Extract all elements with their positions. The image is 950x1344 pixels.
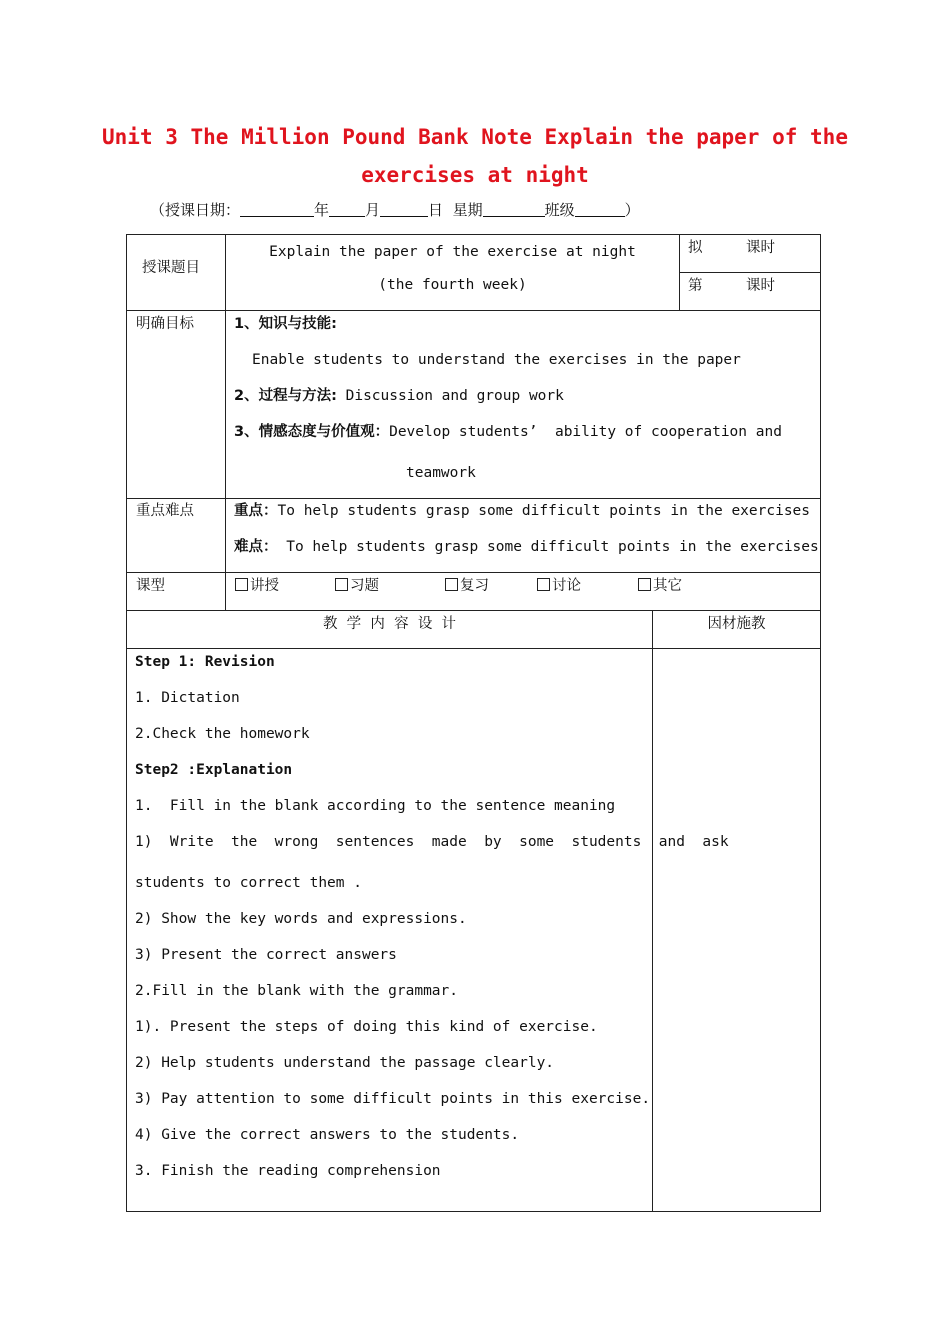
- design-line: 1). Present the steps of doing this kind of exercise.: [135, 1019, 598, 1035]
- date-close: ）: [624, 201, 640, 219]
- keypoints-label: 重点难点: [136, 503, 194, 519]
- design-line: 3) Pay attention to some difficult points in this exercise.: [135, 1091, 651, 1107]
- design-header-right: 因材施教: [707, 616, 766, 632]
- checkbox-icon[interactable]: [537, 578, 550, 591]
- date-month-label: 月: [365, 201, 381, 219]
- key-point-text: To help students grasp some difficult points in the exercises: [277, 503, 811, 519]
- design-header-left: 教 学 内 容 设 计: [322, 616, 457, 632]
- date-month-blank: [329, 202, 365, 217]
- key-point-heading: 重点：: [234, 503, 278, 519]
- lesson-type-option-exercise[interactable]: [335, 576, 379, 596]
- date-year-blank: [240, 202, 314, 217]
- design-line: 2.Check the homework: [135, 726, 310, 742]
- lesson-type-option-label: 复习: [460, 578, 489, 594]
- date-year-label: 年: [314, 201, 330, 219]
- date-class-label: 班级: [544, 201, 575, 219]
- lesson-type-option-discussion[interactable]: [537, 576, 581, 596]
- lesson-type-option-label: 讲授: [250, 578, 279, 594]
- lesson-type-option-lecture[interactable]: [235, 576, 279, 596]
- design-line: 3. Finish the reading comprehension: [135, 1163, 441, 1179]
- design-line: 4) Give the correct answers to the students.: [135, 1127, 520, 1143]
- design-line: Step2 :Explanation: [135, 762, 293, 778]
- design-line: 1) Write the wrong sentences made by some students and ask: [135, 834, 729, 850]
- lesson-type-option-other[interactable]: [638, 576, 682, 596]
- checkbox-icon[interactable]: [445, 578, 458, 591]
- objectives-label: 明确目标: [136, 316, 194, 332]
- topic-label: 授课题目: [142, 260, 200, 276]
- objective-2-heading: 2、过程与方法:: [234, 388, 337, 404]
- checkbox-icon[interactable]: [235, 578, 248, 591]
- hour-index-prefix: 第: [688, 278, 703, 294]
- design-line: 1. Dictation: [135, 690, 240, 706]
- lesson-type-option-label: 其它: [653, 578, 682, 594]
- design-line: students to correct them .: [135, 875, 362, 891]
- objective-2-text: Discussion and group work: [336, 388, 564, 404]
- design-line: 2.Fill in the blank with the grammar.: [135, 983, 459, 999]
- topic-line-1: Explain the paper of the exercise at night: [269, 244, 636, 260]
- date-day-label: 日: [428, 201, 444, 219]
- objectives-label-cell: [126, 310, 226, 499]
- objective-3-text-continued: teamwork: [406, 465, 476, 481]
- planned-hours-prefix: 拟: [688, 240, 703, 256]
- date-day-blank: [380, 202, 428, 217]
- date-open: （授课日期：: [150, 201, 241, 219]
- objective-3: [234, 422, 782, 442]
- difficult-point-text: To help students grasp some difficult points in the exercises: [277, 539, 819, 555]
- lesson-type-option-review[interactable]: [445, 576, 489, 596]
- design-line: 3) Present the correct answers: [135, 947, 397, 963]
- lesson-type-options-cell: [225, 572, 821, 611]
- lesson-type-option-label: 讨论: [552, 578, 581, 594]
- lesson-type-label: 课型: [136, 578, 165, 594]
- date-weekday-label: 星期: [452, 201, 483, 219]
- objective-1-text: Enable students to understand the exercises in the paper: [252, 352, 741, 368]
- difficult-point-heading: 难点：: [234, 539, 278, 555]
- design-line: 1. Fill in the blank according to the sentence meaning: [135, 798, 616, 814]
- date-class-blank: [575, 202, 625, 217]
- objective-3-heading: 3、情感态度与价值观：: [234, 424, 390, 440]
- key-point: [234, 501, 810, 521]
- topic-line-2: (the fourth week): [378, 277, 527, 293]
- difficult-point: [234, 537, 819, 557]
- objective-3-text: Develop students’ ability of cooperation and: [389, 424, 782, 440]
- differentiation-cell: [652, 648, 821, 1212]
- objective-2: [234, 386, 564, 406]
- lesson-type-option-label: 习题: [350, 578, 379, 594]
- date-weekday-blank: [483, 202, 545, 217]
- document-title-line-1: Unit 3 The Million Pound Bank Note Explain the paper of the: [102, 125, 848, 149]
- objective-1-heading: 1、知识与技能:: [234, 316, 337, 332]
- design-line: 2) Help students understand the passage clearly.: [135, 1055, 555, 1071]
- planned-hours-suffix: 课时: [746, 240, 775, 256]
- design-line: 2) Show the key words and expressions.: [135, 911, 467, 927]
- checkbox-icon[interactable]: [335, 578, 348, 591]
- hour-index-suffix: 课时: [746, 278, 775, 294]
- document-title-line-2: exercises at night: [361, 163, 589, 187]
- checkbox-icon[interactable]: [638, 578, 651, 591]
- design-line: Step 1: Revision: [135, 654, 275, 670]
- date-line: [150, 199, 640, 220]
